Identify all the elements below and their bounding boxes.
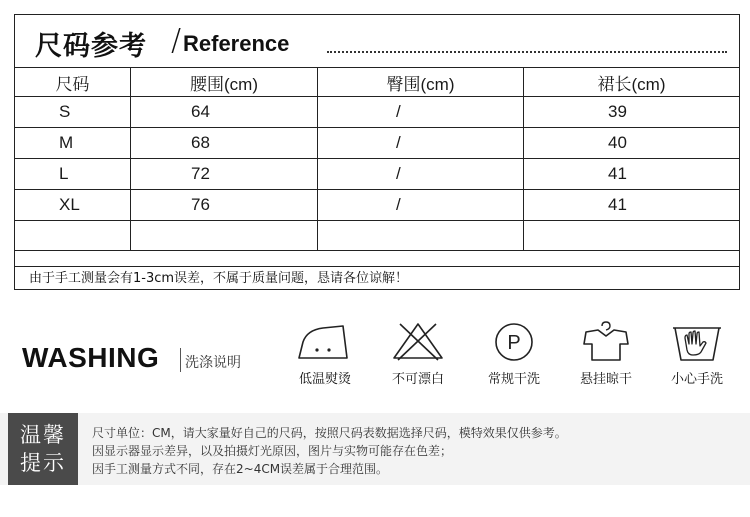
tips-badge-line1: 温馨 — [20, 423, 66, 447]
cell-empty — [318, 221, 524, 251]
wash-item-hang — [566, 320, 646, 387]
dry-clean-symbol: P — [507, 332, 521, 354]
cell-length: 41 — [524, 190, 740, 221]
measurement-note: 由于手工测量会有1-3cm误差，不属于质量问题，恳请各位谅解！ — [15, 266, 739, 290]
header-length: 裙长(cm) — [524, 68, 740, 97]
table-row — [15, 97, 739, 128]
cell-size: S — [15, 97, 131, 128]
cell-empty — [524, 221, 740, 251]
cell-waist: 68 — [131, 128, 318, 159]
cell-waist: 64 — [131, 97, 318, 128]
table-row — [15, 159, 739, 190]
table-row-empty — [15, 221, 739, 251]
cell-length: 40 — [524, 128, 740, 159]
cell-hip: / — [318, 190, 524, 221]
tips-line: 因显示器显示差异，以及拍摄灯光原因，图片与实物可能存在色差； — [92, 444, 453, 458]
cell-empty — [131, 221, 318, 251]
size-table — [15, 68, 739, 251]
washing-divider — [180, 348, 181, 372]
header-waist: 腰围(cm) — [131, 68, 318, 97]
wash-label-dryclean: 常规干洗 — [487, 372, 540, 387]
size-reference-panel — [14, 14, 740, 290]
washing-title: WASHING — [22, 342, 160, 373]
reference-header — [15, 15, 739, 68]
title-slash: / — [171, 23, 182, 58]
tips-text — [92, 424, 567, 478]
washing-subtitle: 洗涤说明 — [185, 355, 241, 371]
tips-line: 尺寸单位：CM，请大家量好自己的尺码，按照尺码表数据选择尺码，模特效果仅供参考。 — [92, 426, 567, 440]
wash-label-bleach: 不可漂白 — [391, 372, 444, 387]
header-hip: 臀围(cm) — [318, 68, 524, 97]
hang-dry-icon — [574, 320, 638, 362]
table-row — [15, 190, 739, 221]
cell-size: L — [15, 159, 131, 190]
table-row — [15, 128, 739, 159]
header-size: 尺码 — [15, 68, 131, 97]
wash-item-dryclean — [474, 320, 554, 387]
wash-label-iron: 低温熨烫 — [298, 372, 351, 387]
cell-hip: / — [318, 159, 524, 190]
wash-label-handwash: 小心手洗 — [670, 372, 723, 387]
cell-empty — [15, 221, 131, 251]
low-temp-iron-icon — [293, 320, 357, 362]
dotted-rule — [327, 51, 727, 53]
cell-length: 41 — [524, 159, 740, 190]
cell-length: 39 — [524, 97, 740, 128]
reference-title-cn: 尺码参考 — [35, 31, 147, 62]
cell-waist: 76 — [131, 190, 318, 221]
wash-label-hang: 悬挂晾干 — [579, 372, 632, 387]
cell-hip: / — [318, 97, 524, 128]
dry-clean-p-icon — [482, 320, 546, 362]
reference-title-en: Reference — [183, 31, 290, 56]
tips-line: 因手工测量方式不同，存在2~4CM误差属于合理范围。 — [92, 462, 389, 476]
tips-badge — [8, 413, 78, 485]
cell-hip: / — [318, 128, 524, 159]
tips-panel — [0, 413, 750, 485]
wash-item-handwash — [657, 320, 737, 387]
cell-size: XL — [15, 190, 131, 221]
wash-item-bleach — [378, 320, 458, 387]
cell-size: M — [15, 128, 131, 159]
no-bleach-icon — [386, 320, 450, 362]
table-header-row — [15, 68, 739, 97]
cell-waist: 72 — [131, 159, 318, 190]
hand-wash-icon — [665, 320, 729, 362]
wash-item-iron — [285, 320, 365, 387]
tips-badge-line2: 提示 — [20, 451, 66, 475]
